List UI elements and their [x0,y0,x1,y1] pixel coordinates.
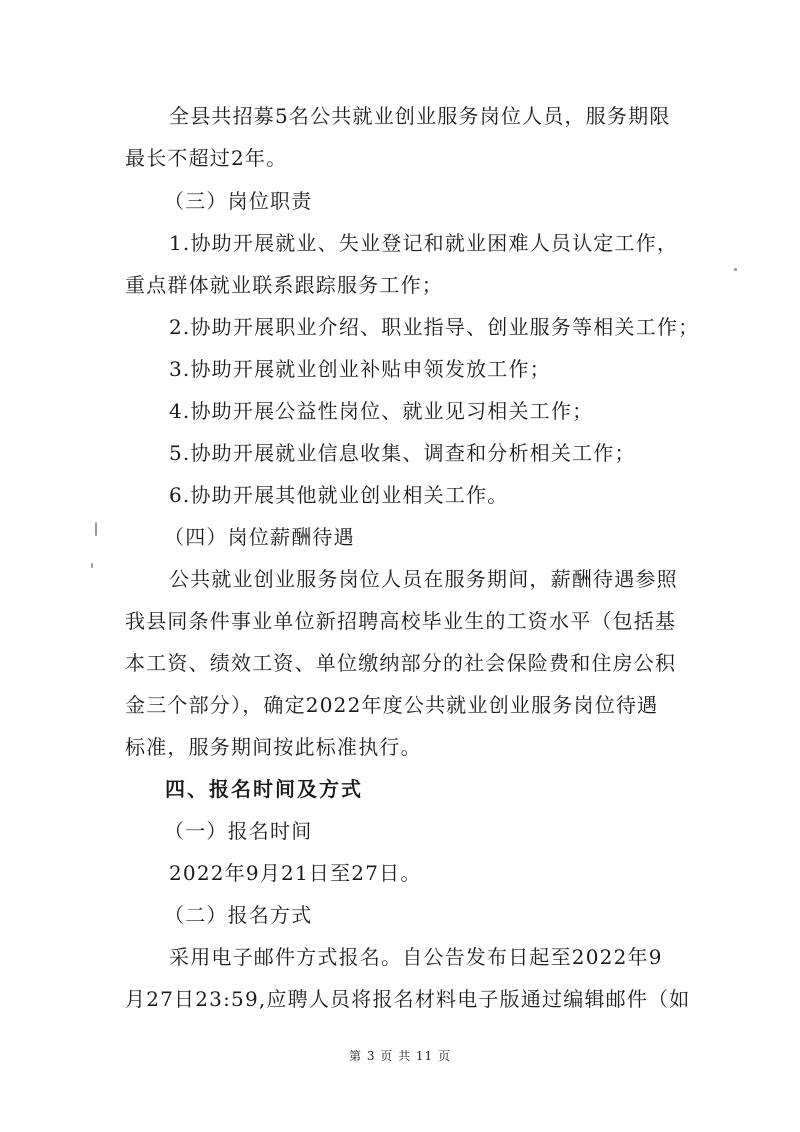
section-heading-duties: （三）岗位职责 [164,189,313,213]
paragraph-line: 采用电子邮件方式报名。自公告发布日起至2022年9 [169,945,663,969]
paragraph-line: 标准，服务期间按此标准执行。 [125,735,422,759]
scan-speck [91,563,93,568]
section-heading-registration: 四、报名时间及方式 [165,777,363,801]
list-item: 2.协助开展职业介绍、职业指导、创业服务等相关工作； [169,315,700,339]
paragraph-line: 最长不超过2年。 [125,146,288,170]
page-number-footer: 第 3 页 共 11 页 [349,1049,451,1063]
paragraph-line: 全县共招募5名公共就业创业服务岗位人员，服务期限 [169,104,671,128]
list-item: 4.协助开展公益性岗位、就业见习相关工作； [169,399,594,423]
list-item: 1.协助开展就业、失业登记和就业困难人员认定工作， [169,231,679,255]
paragraph-line: 金三个部分），确定2022年度公共就业创业服务岗位待遇 [125,693,659,717]
subsection-heading-time: （一）报名时间 [164,819,313,843]
paragraph-line: 公共就业创业服务岗位人员在服务期间，薪酬待遇参照 [169,567,678,591]
list-item: 6.协助开展其他就业创业相关工作。 [169,483,509,507]
section-heading-salary: （四）岗位薪酬待遇 [164,525,355,549]
list-item: 5.协助开展就业信息收集、调查和分析相关工作； [169,441,636,465]
paragraph-line: 2022年9月21日至27日。 [169,861,422,885]
paragraph-line: 月27日23:59,应聘人员将报名材料电子版通过编辑邮件（如 [125,987,691,1011]
list-item-continuation: 重点群体就业联系跟踪服务工作； [125,273,443,297]
subsection-heading-method: （二）报名方式 [164,903,313,927]
list-item: 3.协助开展就业创业补贴申领发放工作； [169,357,551,381]
scan-speck [95,522,97,536]
scan-speck [734,268,737,271]
paragraph-line: 本工资、绩效工资、单位缴纳部分的社会保险费和住房公积 [125,651,677,675]
paragraph-line: 我县同条件事业单位新招聘高校毕业生的工资水平（包括基 [125,609,677,633]
